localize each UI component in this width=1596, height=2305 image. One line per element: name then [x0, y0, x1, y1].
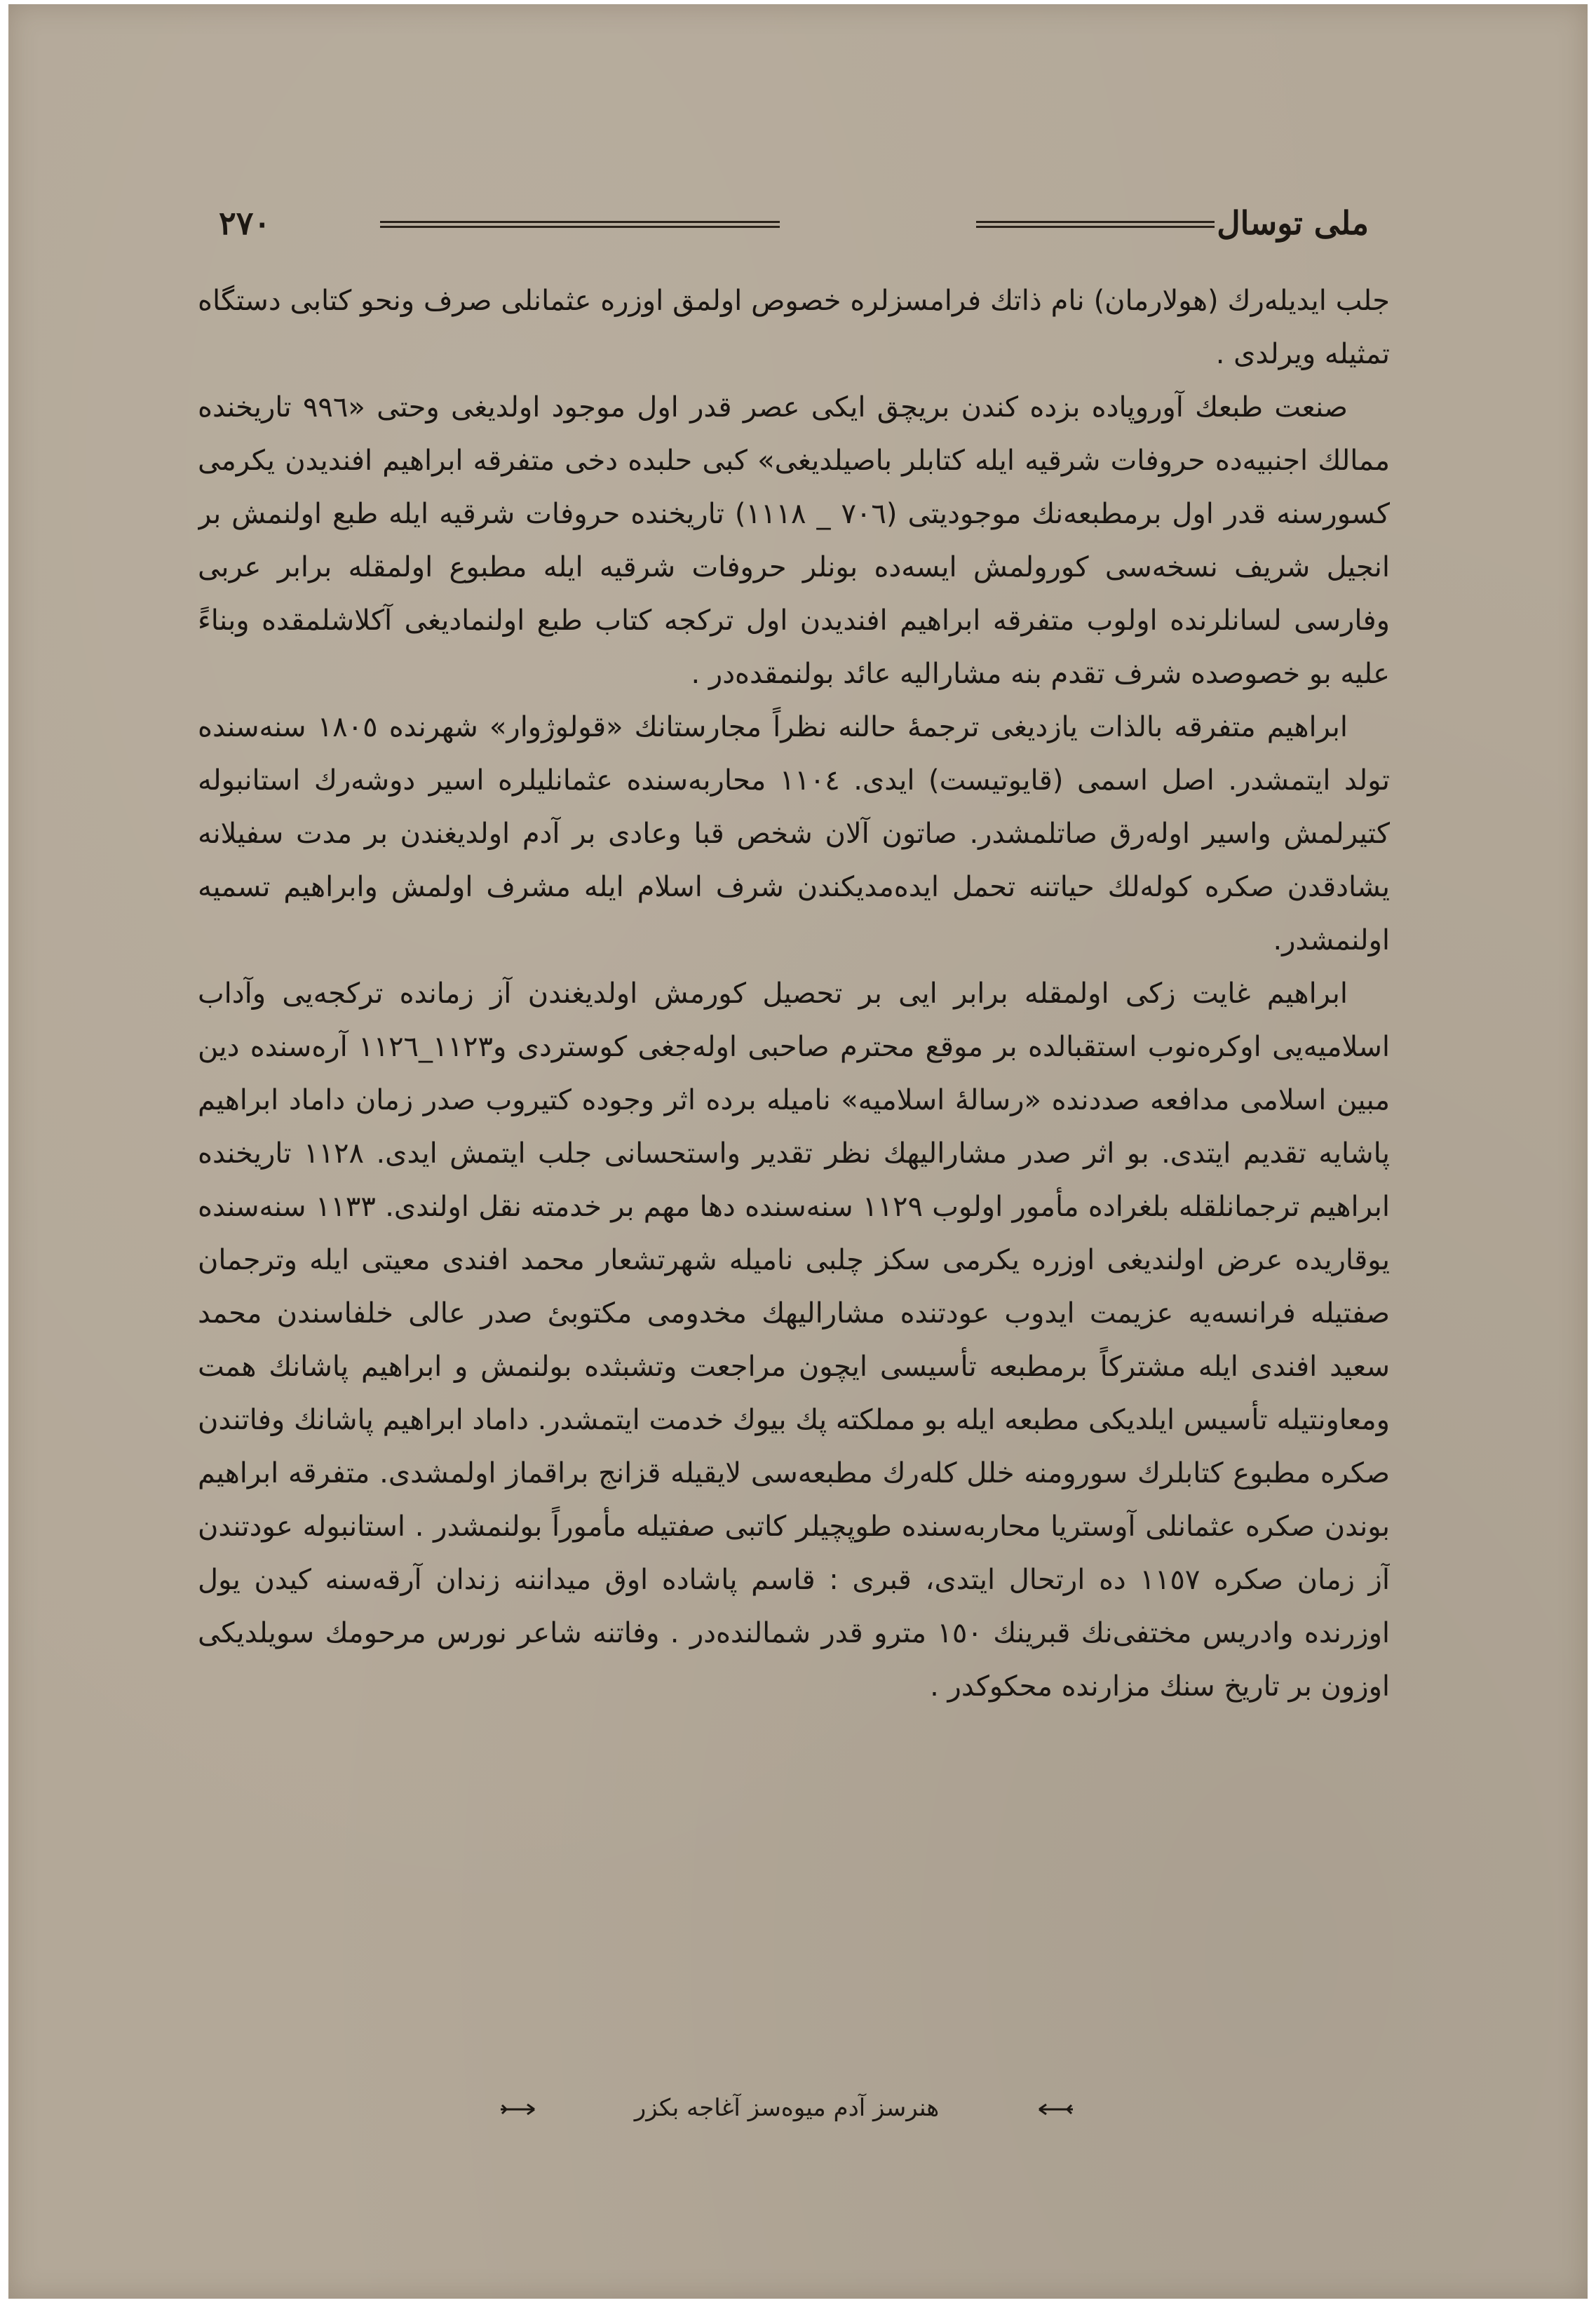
page-sheet	[8, 4, 1588, 2299]
footer-maxim: هنرسز آدم ميوەسز آغاجە بكزر	[634, 2094, 940, 2122]
body-text	[198, 274, 1390, 2069]
page-header	[219, 204, 1369, 260]
arrow-ornament-icon	[499, 2102, 541, 2116]
paragraph-1: جلب ايديلەرك (هولارمان) نام ذاتك فرامسزلرە خصوص اولمق اوزرە عثمانلی صرف ونحو كتابی دستگاه تمثيله ويرلدی .	[198, 285, 1390, 370]
arrow-ornament-icon	[1032, 2102, 1074, 2116]
paragraph-4: ابراهيم غايت زكی اولمقلە برابر ايی بر تحصيل كورمش اولديغندن آز زماندە تركجەيی وآداب اسلاميەيی اوكرەنوب استقبالدە بر موقع محترم صاحبی اولەجغی كوستردی و١١٢٣_١١٢٦ آرەسندە دين مبين اسلامی مدافعە صددندە «رسالۀ اسلاميە» ناميلە بردە اثر وجودە كتيروب صدر زمان داماد ابراهيم پاشايە تقديم ايتدی. بو اثر صدر مشاراليهك نظر تقدير واستحسانی جلب ايتمش ايدی. ١١٢٨ تاريخندە ابراهيم ترجمانلقلە بلغرادە مأمور اولوب ١١٢٩ سنەسندە دها مهم بر خدمتە نقل اولندی. ١١٣٣ سنەسندە يوقاريدە عرض اولنديغی اوزرە يكرمی سكز چلبی ناميلە شهرتشعار محمد افندی معيتی ايلە وترجمان صفتيلە فرانسەيە عزيمت ايدوب عودتندە مشاراليهك مخدومی مكتوبیٔ صدر عالی خلفاسندن محمد سعيد افندی ايلە مشتركاً برمطبعە تأسيسی ايچون مراجعت وتشبثدە بولنمش و ابراهيم پاشانك همت ومعاونتيلە تأسيس ايلديكی مطبعە ايلە بو مملكتە پك بيوك خدمت ايتمشدر. داماد ابراهيم پاشانك وفاتندن صكرە مطبوع كتابلرك سورومنە خلل كلەرك مطبعەسی لايقيلە قزانج براقماز اولمشدی. متفرقە ابراهيم بوندن صكرە عثمانلی آوستريا محاربەسندە طوپچيلر كاتبی صفتيلە مأموراً بولنمشدر . استانبولە عودتندن آز زمان صكرە ١١٥٧ دە ارتحال ايتدی، قبری : قاسم پاشادە اوق ميداننە زندان آرقەسنە كيدن يول اوزرندە وادريس مختفی‌نك قبرينك ١٥٠ مترو قدر شمالندەدر . وفاتنە شاعر نورس مرحومك سويلديكی اوزون بر تاريخ سنك مزارندە محكوكدر .	[198, 978, 1390, 1703]
running-title: ملی توسال	[1217, 204, 1369, 242]
footer-maxim-line	[499, 2094, 1074, 2136]
paragraph-2: صنعت طبعك آوروپادە بزدە كندن بريچق ايكی عصر قدر اول موجود اولديغی وحتی «٩٩٦ تاريخندە ممالك اجنبيەدە حروفات شرقيە ايلە كتابلر باصيلديغی» كبی حلبدە دخی متفرقە ابراهيم افنديدن يكرمی كسورسنە قدر اول برمطبعەنك موجوديتی (٧٠٦ _ ١١١٨) تاريخندە حروفات شرقيە ايلە طبع اولنمش بر انجيل شريف نسخەسی كورولمش ايسەدە بونلر حروفات شرقيە ايلە مطبوع اولمقلە برابر عربی وفارسی لسانلرندە اولوب متفرقە ابراهيم افنديدن اول تركجە كتاب طبع اولنماديغی آكلاشلمقدە وبناءً عليە بو خصوصدە شرف تقدم بنە مشاراليە عائد بولنمقدەدر .	[198, 391, 1390, 690]
paragraph-3: ابراهيم متفرقە بالذات يازديغی ترجمۀ حالنە نظراً مجارستانك «قولوژوار» شهرندە ١٨٠٥ سنەسندە تولد ايتمشدر. اصل اسمی (قايوتيست) ايدی. ١١٠٤ محاربەسندە عثمانليلرە اسير دوشەرك استانبولە كتيرلمش واسير اولەرق صاتلمشدر. صاتون آلان شخص قبا وعادی بر آدم اولديغندن بر مدت سفيلانە يشادقدن صكرە كولەلك حياتنە تحمل ايدەمديكندن شرف اسلام ايلە مشرف اولمش وابراهيم تسميە اولنمشدر.	[198, 711, 1390, 957]
page-number: ٢٧٠	[219, 204, 271, 242]
header-rule-right	[976, 221, 1215, 228]
header-rule-left	[380, 221, 780, 228]
